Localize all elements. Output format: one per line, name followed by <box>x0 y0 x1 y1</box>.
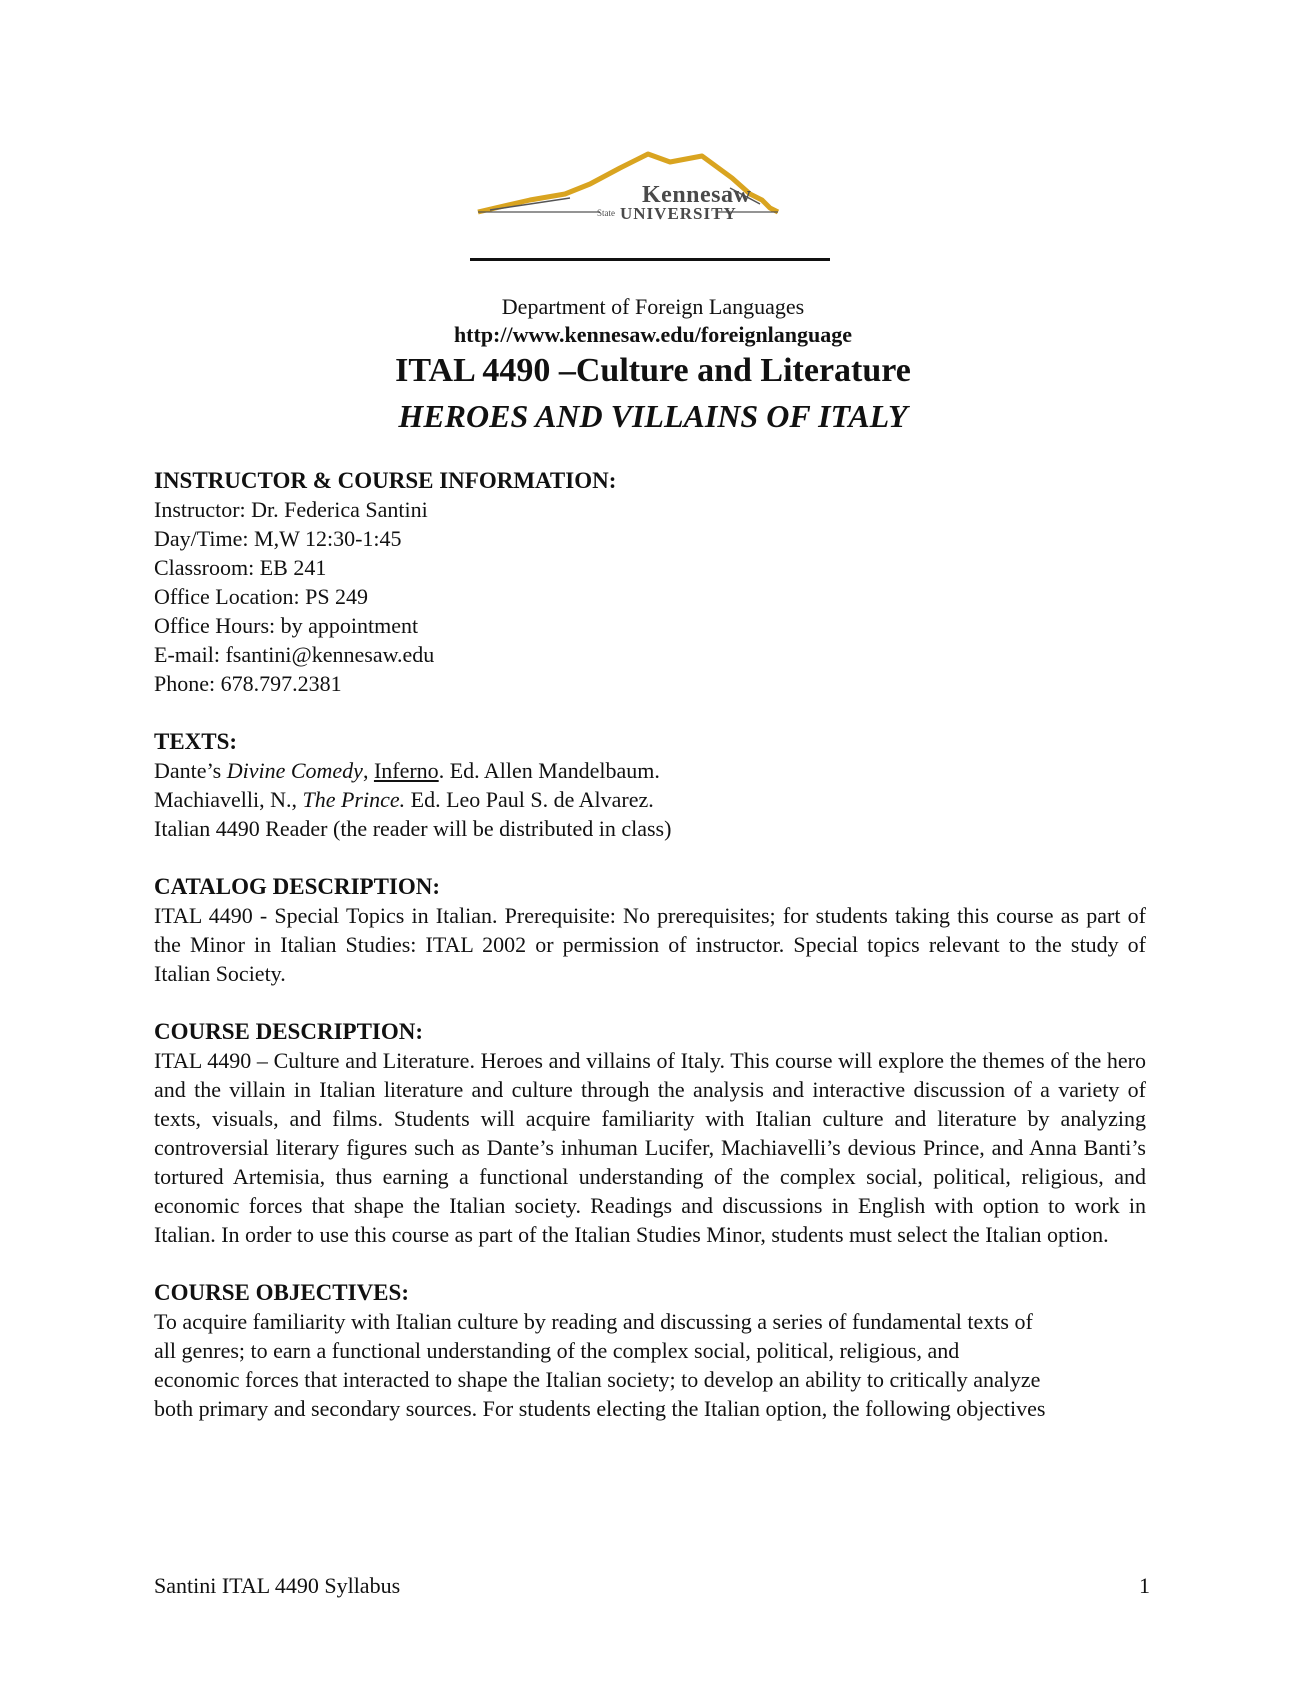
machiavelli-work: The Prince. <box>302 787 406 812</box>
office-location-line: Office Location: PS 249 <box>154 584 369 609</box>
section-heading: COURSE OBJECTIVES: <box>154 1280 409 1305</box>
instructor-line: Instructor: Dr. Federica Santini <box>154 497 428 522</box>
machiavelli-prefix: Machiavelli, N., <box>154 787 303 812</box>
logo-divider <box>470 258 830 261</box>
email-line: E-mail: fsantini@kennesaw.edu <box>154 642 435 667</box>
office-hours-line: Office Hours: by appointment <box>154 613 419 638</box>
course-subtitle: HEROES AND VILLAINS OF ITALY <box>398 398 908 434</box>
text-item-dante <box>154 756 1146 785</box>
section-heading: INSTRUCTOR & COURSE INFORMATION: <box>154 468 617 493</box>
department-name: Department of Foreign Languages <box>501 294 805 319</box>
dante-comma: , <box>362 758 374 783</box>
section-heading: COURSE DESCRIPTION: <box>154 1019 424 1044</box>
footer-title: Santini ITAL 4490 Syllabus <box>154 1573 401 1598</box>
text-item-machiavelli <box>154 785 1146 814</box>
dante-suffix: . Ed. Allen Mandelbaum. <box>438 758 660 783</box>
classroom-line: Classroom: EB 241 <box>154 555 327 580</box>
course-title: ITAL 4490 –Culture and Literature <box>395 352 911 389</box>
university-logo <box>470 148 830 258</box>
machiavelli-suffix: Ed. Leo Paul S. de Alvarez. <box>405 787 654 812</box>
objectives-line: To acquire familiarity with Italian culture by reading and discussing a series of fundamental texts of <box>154 1309 1033 1334</box>
logo-university: UNIVERSITY <box>620 204 737 223</box>
logo-name: Kennesaw <box>642 182 752 208</box>
text-item-reader: Italian 4490 Reader (the reader will be distributed in class) <box>154 816 672 841</box>
dante-prefix: Dante’s <box>154 758 227 783</box>
objectives-line: economic forces that interacted to shape the Italian society; to develop an ability to critically analyze <box>154 1367 1041 1392</box>
texts-section <box>154 727 1146 843</box>
instructor-section <box>154 466 1146 698</box>
section-heading: TEXTS: <box>154 729 238 754</box>
course-description-section <box>154 1017 1146 1249</box>
logo-state: State <box>597 208 615 218</box>
course-description-body: ITAL 4490 – Culture and Literature. Heroes and villains of Italy. This course will explore the themes of the hero and the villain in Italian literature and culture through the analysis and interactive discussion of a variety of texts, visuals, and films. Students will acquire familiarity with Italian culture and literature by analyzing controversial literary figures such as Dante’s inhuman Lucifer, Machiavelli’s devious Prince, and Anna Banti’s tortured Artemisia, thus earning a functional understanding of the complex social, political, religious, and economic forces that shape the Italian society. Readings and discussions in English with option to work in Italian. In order to use this course as part of the Italian Studies Minor, students must select the Italian option. <box>154 1048 1146 1247</box>
page-number: 1 <box>1139 1573 1150 1598</box>
objectives-line: both primary and secondary sources. For students electing the Italian option, the following objectives <box>154 1396 1046 1421</box>
objectives-section <box>154 1278 1146 1423</box>
objectives-line: all genres; to earn a functional understanding of the complex social, political, religious, and <box>154 1338 960 1363</box>
section-heading: CATALOG DESCRIPTION: <box>154 874 441 899</box>
dante-part: Inferno <box>373 758 439 783</box>
dante-work: Divine Comedy <box>226 758 363 783</box>
department-url[interactable]: http://www.kennesaw.edu/foreignlanguage <box>453 322 853 347</box>
phone-line: Phone: 678.797.2381 <box>154 671 342 696</box>
daytime-line: Day/Time: M,W 12:30-1:45 <box>154 526 402 551</box>
syllabus-body <box>154 466 1146 1452</box>
catalog-section <box>154 872 1146 988</box>
catalog-body: ITAL 4490 - Special Topics in Italian. Prerequisite: No prerequisites; for students taking this course as part of the Minor in Italian Studies: ITAL 2002 or permission of instructor. Special topics relevant to the study of Italian Society. <box>154 903 1146 986</box>
